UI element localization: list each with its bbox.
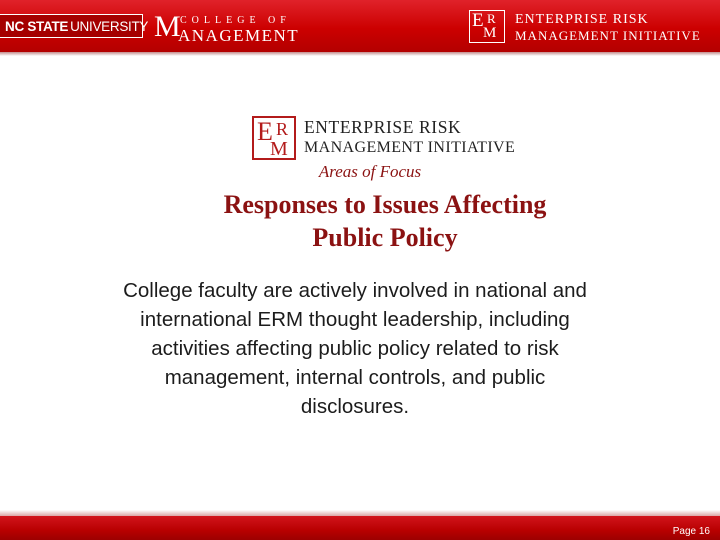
section-subtitle: Areas of Focus — [318, 162, 422, 181]
body-line: international ERM thought leadership, including — [140, 308, 570, 331]
erm-center-line2: MANAGEMENT INITIATIVE — [304, 139, 516, 156]
body-line: management, internal controls, and public — [164, 366, 546, 389]
erm-letter-e: E — [257, 117, 273, 146]
erm-monogram-icon — [252, 116, 296, 160]
footer-banner — [0, 516, 720, 540]
slide-body-text — [72, 276, 638, 421]
erm-letter-e: E — [472, 10, 484, 31]
body-line: activities affecting public policy related to risk — [151, 337, 559, 360]
slide-title — [150, 188, 620, 254]
header-shadow — [0, 52, 720, 56]
erm-initiative-logo-header — [469, 10, 709, 44]
nc-state-wordmark: NC STATE — [5, 18, 69, 34]
page-number: Page 16 — [672, 526, 710, 537]
erm-header-line1: ENTERPRISE RISK — [515, 12, 649, 27]
body-line: disclosures. — [300, 395, 410, 418]
slide-title-line2: Public Policy — [312, 223, 458, 252]
erm-center-line1: ENTERPRISE RISK — [304, 117, 462, 137]
college-logo-bottom-text: ANAGEMENT — [178, 26, 300, 45]
college-logo-initial: M — [154, 10, 181, 43]
erm-letter-m: M — [483, 25, 497, 41]
erm-letter-r: R — [276, 119, 289, 139]
header-banner — [0, 0, 720, 52]
erm-initiative-logo-center — [252, 114, 516, 162]
erm-letter-r: R — [487, 11, 496, 26]
college-logo-top-text: COLLEGE OF — [180, 15, 291, 26]
erm-letter-m: M — [270, 138, 288, 160]
nc-state-university-logo — [0, 14, 149, 38]
body-line: College faculty are actively involved in national and — [123, 279, 587, 302]
slide-title-line1: Responses to Issues Affecting — [223, 190, 547, 219]
erm-monogram-icon — [469, 10, 505, 43]
university-wordmark: UNIVERSITY — [70, 18, 149, 34]
erm-header-line2: MANAGEMENT INITIATIVE — [515, 28, 701, 43]
